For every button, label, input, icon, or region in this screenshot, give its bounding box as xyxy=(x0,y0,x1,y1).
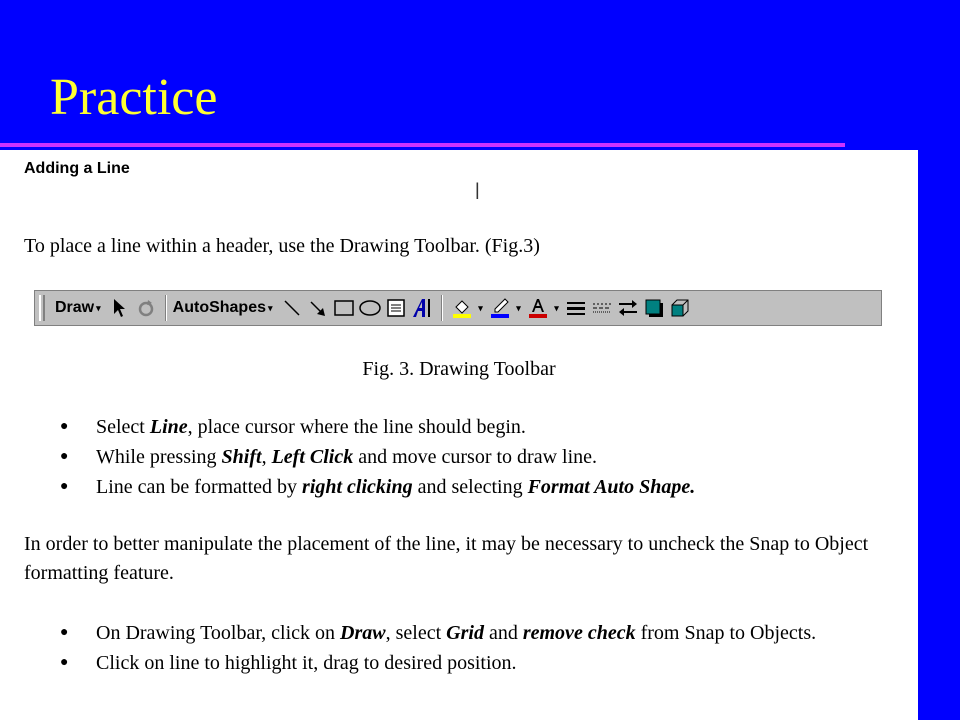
line-icon[interactable] xyxy=(279,295,305,321)
toolbar-separator xyxy=(165,295,167,321)
drawing-toolbar xyxy=(34,290,882,326)
paragraph-text: In order to better manipulate the placement of the line, it may be necessary to uncheck the Snap to Object formatting feature. xyxy=(24,533,869,584)
draw-menu-button[interactable] xyxy=(55,299,101,317)
3d-icon[interactable] xyxy=(667,295,693,321)
list-item: ● Line can be formatted by right clicking and selecting Format Auto Shape. xyxy=(24,472,894,502)
text-box-icon[interactable] xyxy=(383,295,409,321)
fill-color-icon[interactable] xyxy=(449,295,475,321)
toolbar-grip[interactable] xyxy=(39,295,45,321)
section-heading: Adding a Line xyxy=(24,160,130,177)
wordart-icon[interactable] xyxy=(409,295,435,321)
intro-text: To place a line within a header, use the Drawing Toolbar. (Fig.3) xyxy=(24,235,540,257)
dash-style-icon[interactable] xyxy=(589,295,615,321)
autoshapes-menu-button[interactable] xyxy=(173,299,273,317)
ibeam-cursor-icon: I xyxy=(475,178,480,205)
list-item: ● Click on line to highlight it, drag to desired position. xyxy=(24,648,894,678)
instructions-list-2 xyxy=(24,618,894,678)
line-style-icon[interactable] xyxy=(563,295,589,321)
slide-title: Practice xyxy=(50,69,218,126)
list-item: ● While pressing Shift, Left Click and move cursor to draw line. xyxy=(24,442,894,472)
free-rotate-icon[interactable] xyxy=(133,295,159,321)
shadow-icon[interactable] xyxy=(641,295,667,321)
select-arrow-icon[interactable] xyxy=(107,295,133,321)
oval-icon[interactable] xyxy=(357,295,383,321)
list-item: ● On Drawing Toolbar, click on Draw, select Grid and remove check from Snap to Objects. xyxy=(24,618,894,648)
title-rule xyxy=(0,143,845,147)
fill-color-dropdown-icon[interactable]: ▾ xyxy=(478,302,483,313)
figure-caption-text: Fig. 3. Drawing Toolbar xyxy=(362,358,556,380)
draw-menu-label: Draw xyxy=(55,299,95,316)
toolbar-separator xyxy=(441,295,443,321)
font-color-dropdown-icon[interactable]: ▾ xyxy=(554,302,559,313)
dropdown-arrow-icon: ▾ xyxy=(268,302,273,313)
arrow-icon[interactable] xyxy=(305,295,331,321)
document-screenshot xyxy=(0,150,918,720)
instructions-list-1 xyxy=(24,412,894,502)
line-color-dropdown-icon[interactable]: ▾ xyxy=(516,302,521,313)
figure-caption xyxy=(0,358,918,381)
rectangle-icon[interactable] xyxy=(331,295,357,321)
autoshapes-menu-label: AutoShapes xyxy=(172,299,266,316)
dropdown-arrow-icon: ▾ xyxy=(96,302,101,313)
font-color-icon[interactable] xyxy=(525,295,551,321)
line-color-icon[interactable] xyxy=(487,295,513,321)
list-item: ● Select Line, place cursor where the line should begin. xyxy=(24,412,894,442)
arrow-style-icon[interactable] xyxy=(615,295,641,321)
